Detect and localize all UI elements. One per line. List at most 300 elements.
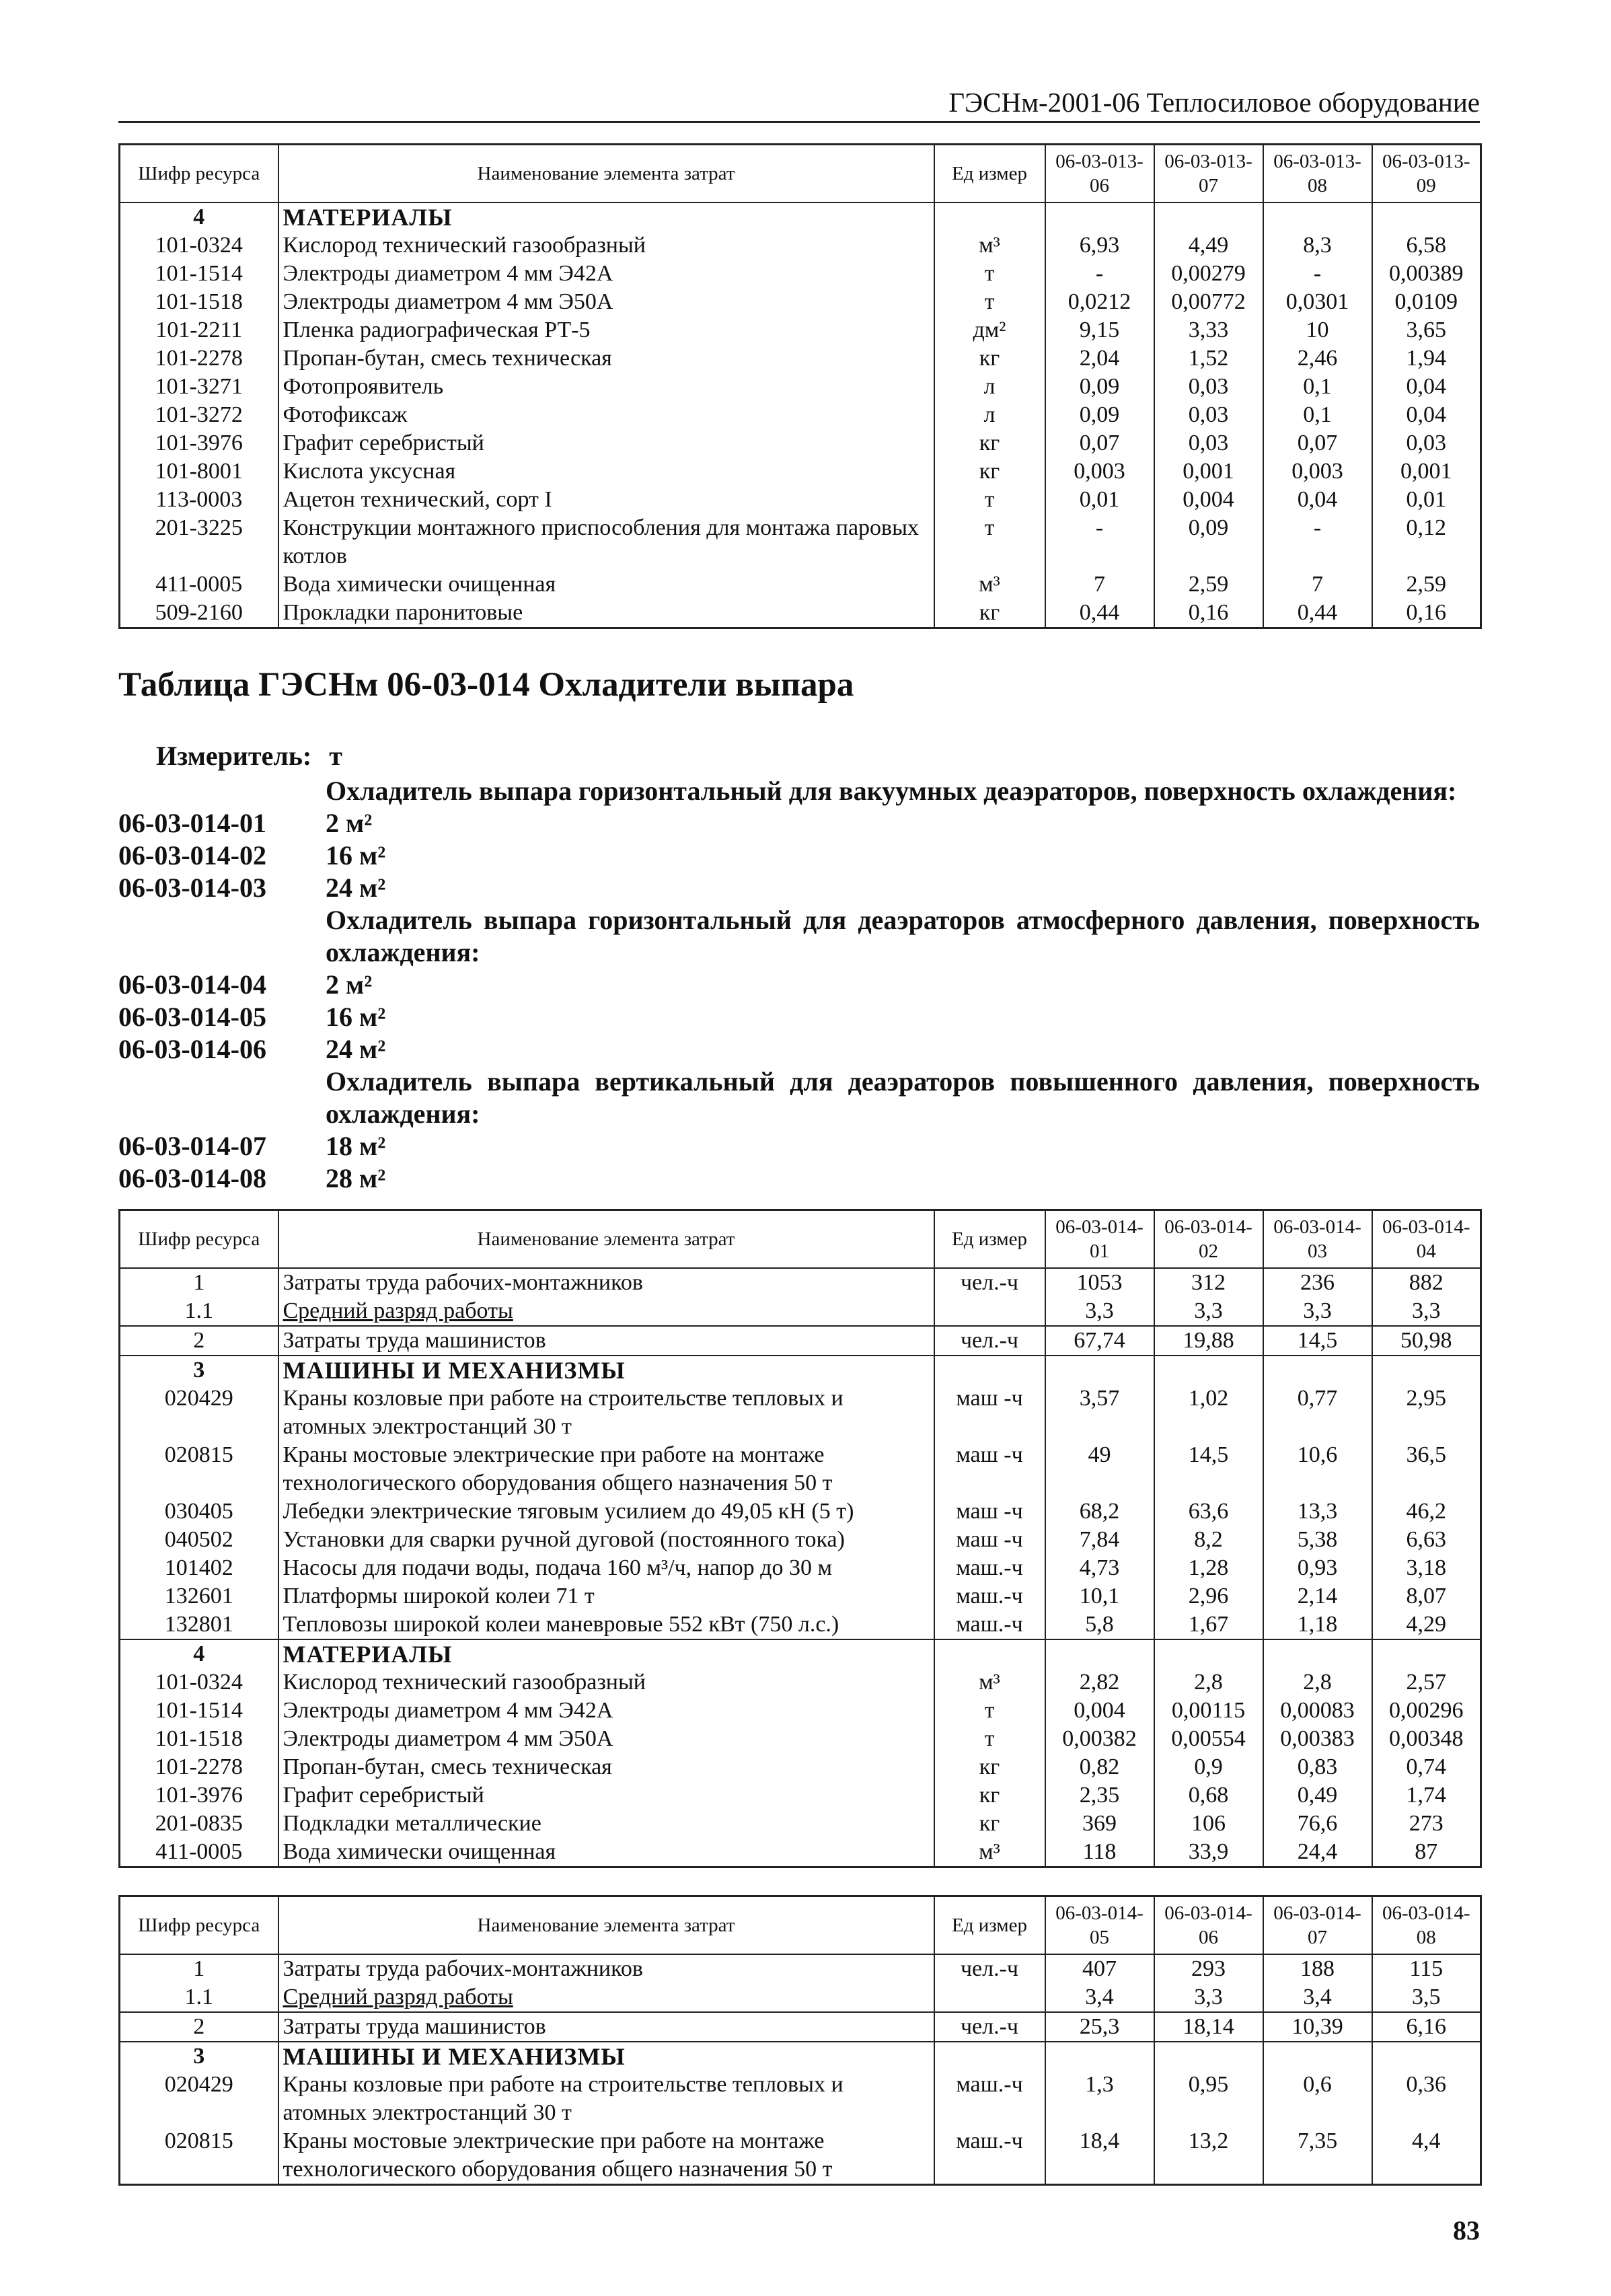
resource-name: Тепловозы широкой колеи маневровые 552 кВт (750 л.с.) bbox=[278, 1610, 934, 1639]
norm-value: 3,18 bbox=[1372, 1554, 1481, 1582]
norm-value: 1,74 bbox=[1372, 1781, 1481, 1810]
resource-code: 020429 bbox=[120, 2071, 278, 2127]
running-header bbox=[118, 86, 1480, 123]
resource-code: 040502 bbox=[120, 1526, 278, 1554]
resource-code: 101-3271 bbox=[120, 373, 278, 401]
norm-value: - bbox=[1045, 514, 1154, 570]
resource-row bbox=[120, 231, 1481, 260]
resource-code: 101-2211 bbox=[120, 316, 278, 344]
resource-unit: маш -ч bbox=[934, 1526, 1045, 1554]
norm-value: 882 bbox=[1372, 1268, 1481, 1297]
resource-name: Пропан-бутан, смесь техническая bbox=[278, 344, 934, 373]
resource-row bbox=[120, 1781, 1481, 1810]
norm-value: 4,73 bbox=[1045, 1554, 1154, 1582]
resource-name: Электроды диаметром 4 мм Э42А bbox=[278, 260, 934, 288]
norm-value: 0,44 bbox=[1045, 599, 1154, 628]
resource-table-014-b bbox=[118, 1895, 1482, 2186]
norm-value: 68,2 bbox=[1045, 1497, 1154, 1526]
resource-unit: кг bbox=[934, 1753, 1045, 1781]
resource-name: Краны мостовые электрические при работе на монтаже технологического оборудования общего назначения 50 т bbox=[278, 1441, 934, 1497]
resource-code: 113-0003 bbox=[120, 486, 278, 514]
resource-name: Вода химически очищенная bbox=[278, 1838, 934, 1867]
resource-unit bbox=[934, 1356, 1045, 1384]
variant-item bbox=[118, 1162, 385, 1195]
variant-code: 06-03-014-05 bbox=[118, 1002, 266, 1032]
resource-unit: т bbox=[934, 1725, 1045, 1753]
resource-table-013 bbox=[118, 143, 1482, 629]
resource-code: 132601 bbox=[120, 1582, 278, 1610]
resource-unit: чел.-ч bbox=[934, 1954, 1045, 1983]
norm-value: 236 bbox=[1263, 1268, 1372, 1297]
norm-value: 1,67 bbox=[1154, 1610, 1263, 1639]
col-header-norm: 06-03-013-08 bbox=[1263, 145, 1372, 203]
norm-value: 3,33 bbox=[1154, 316, 1263, 344]
resource-name bbox=[278, 1983, 934, 2012]
resource-row bbox=[120, 1268, 1481, 1297]
norm-value: 0,09 bbox=[1154, 514, 1263, 570]
norm-value: 2,46 bbox=[1263, 344, 1372, 373]
col-header-norm: 06-03-013-07 bbox=[1154, 145, 1263, 203]
norm-value: 3,5 bbox=[1372, 1983, 1481, 2012]
norm-value: 0,1 bbox=[1263, 401, 1372, 429]
variant-group-description: Охладитель выпара вертикальный для деаэраторов повышенного давления, поверхность охлаждения: bbox=[326, 1066, 1480, 1129]
norm-value bbox=[1154, 2042, 1263, 2071]
resource-code: 020429 bbox=[120, 1384, 278, 1441]
resource-name: МАШИНЫ И МЕХАНИЗМЫ bbox=[278, 1356, 934, 1384]
norm-value: 3,3 bbox=[1263, 1297, 1372, 1326]
resource-row bbox=[120, 1554, 1481, 1582]
norm-value: 33,9 bbox=[1154, 1838, 1263, 1867]
resource-row bbox=[120, 1326, 1481, 1356]
resource-code: 411-0005 bbox=[120, 1838, 278, 1867]
norm-value: 0,04 bbox=[1372, 373, 1481, 401]
col-header-name: Наименование элемента затрат bbox=[278, 145, 934, 203]
norm-value: 7 bbox=[1045, 570, 1154, 599]
variant-item bbox=[118, 807, 372, 840]
norm-value: 0,00115 bbox=[1154, 1697, 1263, 1725]
resource-name: Насосы для подачи воды, подача 160 м³/ч, напор до 30 м bbox=[278, 1554, 934, 1582]
resource-unit: маш -ч bbox=[934, 1384, 1045, 1441]
section-row bbox=[120, 2042, 1481, 2071]
norm-value: 2,57 bbox=[1372, 1668, 1481, 1697]
resource-unit: л bbox=[934, 401, 1045, 429]
norm-value: 0,00382 bbox=[1045, 1725, 1154, 1753]
col-header-norm: 06-03-014-04 bbox=[1372, 1210, 1481, 1269]
norm-value bbox=[1154, 1356, 1263, 1384]
resource-code: 1.1 bbox=[120, 1297, 278, 1326]
norm-value: 8,07 bbox=[1372, 1582, 1481, 1610]
resource-unit: маш.-ч bbox=[934, 2127, 1045, 2185]
norm-value: 76,6 bbox=[1263, 1810, 1372, 1838]
norm-value: 10,1 bbox=[1045, 1582, 1154, 1610]
norm-value: 24,4 bbox=[1263, 1838, 1372, 1867]
resource-row bbox=[120, 1610, 1481, 1639]
resource-name: Затраты труда рабочих-монтажников bbox=[278, 1268, 934, 1297]
norm-value: 10,39 bbox=[1263, 2012, 1372, 2042]
resource-row bbox=[120, 1753, 1481, 1781]
resource-code: 101-2278 bbox=[120, 1753, 278, 1781]
resource-code: 101-8001 bbox=[120, 457, 278, 486]
norm-value: 10 bbox=[1263, 316, 1372, 344]
norm-value bbox=[1372, 202, 1481, 231]
col-header-norm: 06-03-014-02 bbox=[1154, 1210, 1263, 1269]
resource-name: Электроды диаметром 4 мм Э42А bbox=[278, 1697, 934, 1725]
resource-row bbox=[120, 2071, 1481, 2127]
resource-name: Установки для сварки ручной дуговой (постоянного тока) bbox=[278, 1526, 934, 1554]
variant-code: 06-03-014-01 bbox=[118, 808, 266, 838]
resource-name: Графит серебристый bbox=[278, 1781, 934, 1810]
norm-value: 13,2 bbox=[1154, 2127, 1263, 2185]
norm-value: 67,74 bbox=[1045, 1326, 1154, 1356]
norm-value: 188 bbox=[1263, 1954, 1372, 1983]
variant-item bbox=[118, 1001, 385, 1033]
resource-unit bbox=[934, 1983, 1045, 2012]
norm-value: 312 bbox=[1154, 1268, 1263, 1297]
norm-value: 3,57 bbox=[1045, 1384, 1154, 1441]
resource-row bbox=[120, 1668, 1481, 1697]
resource-name: Кислота уксусная bbox=[278, 457, 934, 486]
resource-unit bbox=[934, 1639, 1045, 1668]
col-header-name: Наименование элемента затрат bbox=[278, 1896, 934, 1955]
resource-unit: маш.-ч bbox=[934, 1554, 1045, 1582]
resource-name: Краны козловые при работе на строительстве тепловых и атомных электростанций 30 т bbox=[278, 1384, 934, 1441]
norm-value: 14,5 bbox=[1263, 1326, 1372, 1356]
norm-value: 0,03 bbox=[1154, 429, 1263, 457]
resource-unit bbox=[934, 2042, 1045, 2071]
resource-code: 101-0324 bbox=[120, 231, 278, 260]
norm-value: 0,0301 bbox=[1263, 288, 1372, 316]
norm-value: 50,98 bbox=[1372, 1326, 1481, 1356]
resource-row bbox=[120, 1697, 1481, 1725]
resource-unit: маш -ч bbox=[934, 1441, 1045, 1497]
norm-value: 106 bbox=[1154, 1810, 1263, 1838]
norm-value: 3,65 bbox=[1372, 316, 1481, 344]
norm-value: 3,4 bbox=[1045, 1983, 1154, 2012]
norm-value: 273 bbox=[1372, 1810, 1481, 1838]
norm-value: 3,3 bbox=[1372, 1297, 1481, 1326]
norm-value: 0,001 bbox=[1372, 457, 1481, 486]
resource-code: 101-1514 bbox=[120, 1697, 278, 1725]
resource-unit bbox=[934, 1297, 1045, 1326]
resource-unit: маш.-ч bbox=[934, 1582, 1045, 1610]
norm-value: 0,04 bbox=[1263, 486, 1372, 514]
norm-value: 0,01 bbox=[1045, 486, 1154, 514]
page-number: 83 bbox=[1453, 2215, 1480, 2246]
variant-item bbox=[118, 1033, 385, 1066]
norm-value: 0,44 bbox=[1263, 599, 1372, 628]
norm-value: 9,15 bbox=[1045, 316, 1154, 344]
resource-row bbox=[120, 1725, 1481, 1753]
resource-code: 201-0835 bbox=[120, 1810, 278, 1838]
norm-value: 63,6 bbox=[1154, 1497, 1263, 1526]
variant-item bbox=[118, 872, 385, 904]
norm-value: 0,003 bbox=[1263, 457, 1372, 486]
variant-item bbox=[118, 1130, 385, 1162]
resource-row bbox=[120, 1838, 1481, 1867]
norm-value bbox=[1154, 202, 1263, 231]
norm-value: 5,8 bbox=[1045, 1610, 1154, 1639]
norm-value: 8,2 bbox=[1154, 1526, 1263, 1554]
norm-value: 49 bbox=[1045, 1441, 1154, 1497]
norm-value: 0,74 bbox=[1372, 1753, 1481, 1781]
resource-unit: кг bbox=[934, 457, 1045, 486]
col-header-unit: Ед измер bbox=[934, 145, 1045, 203]
resource-unit: дм² bbox=[934, 316, 1045, 344]
resource-name: Электроды диаметром 4 мм Э50А bbox=[278, 288, 934, 316]
col-header-unit: Ед измер bbox=[934, 1210, 1045, 1269]
norm-value: 1,18 bbox=[1263, 1610, 1372, 1639]
resource-code: 101-3976 bbox=[120, 1781, 278, 1810]
resource-code: 4 bbox=[120, 202, 278, 231]
resource-name: Затраты труда машинистов bbox=[278, 1326, 934, 1356]
norm-value: 2,82 bbox=[1045, 1668, 1154, 1697]
resource-code: 1 bbox=[120, 1268, 278, 1297]
resource-row bbox=[120, 1441, 1481, 1497]
resource-row bbox=[120, 344, 1481, 373]
norm-value: 0,01 bbox=[1372, 486, 1481, 514]
resource-name: Краны козловые при работе на строительстве тепловых и атомных электростанций 30 т bbox=[278, 2071, 934, 2127]
norm-value: 0,00279 bbox=[1154, 260, 1263, 288]
resource-row bbox=[120, 599, 1481, 628]
resource-unit: т bbox=[934, 1697, 1045, 1725]
norm-value: 2,59 bbox=[1372, 570, 1481, 599]
col-header-norm: 06-03-013-09 bbox=[1372, 145, 1481, 203]
resource-code: 020815 bbox=[120, 1441, 278, 1497]
norm-value: 6,93 bbox=[1045, 231, 1154, 260]
running-title: ГЭСНм-2001-06 Теплосиловое оборудование bbox=[948, 87, 1480, 118]
norm-value: 6,63 bbox=[1372, 1526, 1481, 1554]
resource-name: Прокладки паронитовые bbox=[278, 599, 934, 628]
norm-value: 0,12 bbox=[1372, 514, 1481, 570]
norm-value: 0,6 bbox=[1263, 2071, 1372, 2127]
norm-value bbox=[1372, 2042, 1481, 2071]
resource-name bbox=[278, 1297, 934, 1326]
col-header-norm: 06-03-014-07 bbox=[1263, 1896, 1372, 1955]
resource-code: 3 bbox=[120, 2042, 278, 2071]
resource-unit: л bbox=[934, 373, 1045, 401]
norm-value: 4,29 bbox=[1372, 1610, 1481, 1639]
resource-row bbox=[120, 288, 1481, 316]
norm-value: 0,00772 bbox=[1154, 288, 1263, 316]
norm-value: 1,94 bbox=[1372, 344, 1481, 373]
resource-name: Конструкции монтажного приспособления для монтажа паровых котлов bbox=[278, 514, 934, 570]
resource-name-text: Средний разряд работы bbox=[283, 1298, 513, 1323]
norm-value: 2,35 bbox=[1045, 1781, 1154, 1810]
resource-name: Краны мостовые электрические при работе на монтаже технологического оборудования общего назначения 50 т bbox=[278, 2127, 934, 2185]
norm-value: 0,95 bbox=[1154, 2071, 1263, 2127]
norm-value: 6,16 bbox=[1372, 2012, 1481, 2042]
norm-value: 0,00383 bbox=[1263, 1725, 1372, 1753]
resource-unit: чел.-ч bbox=[934, 1268, 1045, 1297]
variant-code: 06-03-014-08 bbox=[118, 1163, 266, 1193]
norm-value bbox=[1372, 1356, 1481, 1384]
resource-code: 101-1514 bbox=[120, 260, 278, 288]
norm-value: 1053 bbox=[1045, 1268, 1154, 1297]
resource-row bbox=[120, 1297, 1481, 1326]
resource-name: Лебедки электрические тяговым усилием до 49,05 кН (5 т) bbox=[278, 1497, 934, 1526]
resource-name-text: Средний разряд работы bbox=[283, 1985, 513, 2009]
resource-unit: т bbox=[934, 288, 1045, 316]
section-row bbox=[120, 202, 1481, 231]
resource-code: 201-3225 bbox=[120, 514, 278, 570]
meter bbox=[156, 740, 342, 772]
norm-value: 3,3 bbox=[1154, 1297, 1263, 1326]
resource-name: Платформы широкой колеи 71 т bbox=[278, 1582, 934, 1610]
norm-value: 10,6 bbox=[1263, 1441, 1372, 1497]
resource-unit: чел.-ч bbox=[934, 1326, 1045, 1356]
norm-value: 36,5 bbox=[1372, 1441, 1481, 1497]
resource-row bbox=[120, 1384, 1481, 1441]
resource-row bbox=[120, 2012, 1481, 2042]
resource-row bbox=[120, 486, 1481, 514]
norm-value: 7,84 bbox=[1045, 1526, 1154, 1554]
resource-code: 1 bbox=[120, 1954, 278, 1983]
norm-value: 18,14 bbox=[1154, 2012, 1263, 2042]
norm-value: 0,001 bbox=[1154, 457, 1263, 486]
variant-value: 16 м² bbox=[326, 1002, 386, 1032]
norm-value: 8,3 bbox=[1263, 231, 1372, 260]
norm-value: 0,004 bbox=[1154, 486, 1263, 514]
col-header-norm: 06-03-014-05 bbox=[1045, 1896, 1154, 1955]
resource-code: 101-1518 bbox=[120, 1725, 278, 1753]
resource-unit: м³ bbox=[934, 1668, 1045, 1697]
resource-name: Вода химически очищенная bbox=[278, 570, 934, 599]
norm-value: 6,58 bbox=[1372, 231, 1481, 260]
norm-value: 0,07 bbox=[1045, 429, 1154, 457]
norm-value: 0,0212 bbox=[1045, 288, 1154, 316]
resource-unit bbox=[934, 202, 1045, 231]
norm-value: 1,28 bbox=[1154, 1554, 1263, 1582]
variant-code: 06-03-014-06 bbox=[118, 1034, 266, 1064]
variant-code: 06-03-014-02 bbox=[118, 840, 266, 871]
norm-value: 2,59 bbox=[1154, 570, 1263, 599]
norm-value: 0,00389 bbox=[1372, 260, 1481, 288]
norm-value: 2,04 bbox=[1045, 344, 1154, 373]
resource-code: 3 bbox=[120, 1356, 278, 1384]
norm-value: 0,00348 bbox=[1372, 1725, 1481, 1753]
norm-value: 0,83 bbox=[1263, 1753, 1372, 1781]
norm-value: 0,004 bbox=[1045, 1697, 1154, 1725]
norm-value: 2,8 bbox=[1263, 1668, 1372, 1697]
norm-value: 407 bbox=[1045, 1954, 1154, 1983]
resource-name: Затраты труда машинистов bbox=[278, 2012, 934, 2042]
norm-value: 2,14 bbox=[1263, 1582, 1372, 1610]
norm-value: 0,03 bbox=[1154, 373, 1263, 401]
norm-value bbox=[1263, 1639, 1372, 1668]
norm-value: 0,82 bbox=[1045, 1753, 1154, 1781]
col-header-norm: 06-03-014-01 bbox=[1045, 1210, 1154, 1269]
col-header-unit: Ед измер bbox=[934, 1896, 1045, 1955]
norm-value: 0,003 bbox=[1045, 457, 1154, 486]
norm-value bbox=[1372, 1639, 1481, 1668]
norm-value: 46,2 bbox=[1372, 1497, 1481, 1526]
norm-value: 0,03 bbox=[1372, 429, 1481, 457]
variant-code: 06-03-014-04 bbox=[118, 969, 266, 1000]
norm-value: 7,35 bbox=[1263, 2127, 1372, 2185]
resource-name: Пропан-бутан, смесь техническая bbox=[278, 1753, 934, 1781]
resource-unit: м³ bbox=[934, 1838, 1045, 1867]
resource-name: Подкладки металлические bbox=[278, 1810, 934, 1838]
resource-name: Электроды диаметром 4 мм Э50А bbox=[278, 1725, 934, 1753]
resource-row bbox=[120, 514, 1481, 570]
col-header-code: Шифр ресурса bbox=[120, 1896, 278, 1955]
resource-code: 101-0324 bbox=[120, 1668, 278, 1697]
resource-row bbox=[120, 1582, 1481, 1610]
resource-unit: маш.-ч bbox=[934, 1610, 1045, 1639]
variant-group-description: Охладитель выпара горизонтальный для деаэраторов атмосферного давления, поверхность охлаждения: bbox=[326, 905, 1480, 967]
resource-code: 4 bbox=[120, 1639, 278, 1668]
norm-value: 118 bbox=[1045, 1838, 1154, 1867]
resource-code: 1.1 bbox=[120, 1983, 278, 2012]
norm-value: 0,00296 bbox=[1372, 1697, 1481, 1725]
resource-name: Затраты труда рабочих-монтажников bbox=[278, 1954, 934, 1983]
resource-code: 030405 bbox=[120, 1497, 278, 1526]
norm-value: 13,3 bbox=[1263, 1497, 1372, 1526]
norm-value: 0,00083 bbox=[1263, 1697, 1372, 1725]
variant-value: 24 м² bbox=[326, 873, 386, 903]
norm-value: 0,09 bbox=[1045, 401, 1154, 429]
norm-value bbox=[1263, 1356, 1372, 1384]
resource-unit: м³ bbox=[934, 231, 1045, 260]
col-header-norm: 06-03-014-03 bbox=[1263, 1210, 1372, 1269]
norm-value: 293 bbox=[1154, 1954, 1263, 1983]
norm-value: 25,3 bbox=[1045, 2012, 1154, 2042]
norm-value: 3,3 bbox=[1154, 1983, 1263, 2012]
norm-value: 5,38 bbox=[1263, 1526, 1372, 1554]
variant-value: 16 м² bbox=[326, 840, 386, 871]
norm-value: 1,52 bbox=[1154, 344, 1263, 373]
norm-value: 0,03 bbox=[1154, 401, 1263, 429]
col-header-norm: 06-03-014-06 bbox=[1154, 1896, 1263, 1955]
resource-code: 101-1518 bbox=[120, 288, 278, 316]
variant-value: 2 м² bbox=[326, 969, 373, 1000]
norm-value: 4,4 bbox=[1372, 2127, 1481, 2185]
resource-code: 101-3976 bbox=[120, 429, 278, 457]
variant-value: 18 м² bbox=[326, 1131, 386, 1161]
resource-name: Кислород технический газообразный bbox=[278, 1668, 934, 1697]
variant-item bbox=[118, 840, 385, 872]
resource-table-014-a bbox=[118, 1209, 1482, 1868]
norm-value: 3,4 bbox=[1263, 1983, 1372, 2012]
norm-value bbox=[1045, 2042, 1154, 2071]
norm-value bbox=[1263, 202, 1372, 231]
resource-unit: т bbox=[934, 260, 1045, 288]
norm-value: 19,88 bbox=[1154, 1326, 1263, 1356]
resource-code: 101-2278 bbox=[120, 344, 278, 373]
norm-value: 3,3 bbox=[1045, 1297, 1154, 1326]
resource-row bbox=[120, 2127, 1481, 2185]
norm-value bbox=[1263, 2042, 1372, 2071]
table-title: Таблица ГЭСНм 06-03-014 Охладители выпара bbox=[118, 666, 854, 704]
norm-value: 18,4 bbox=[1045, 2127, 1154, 2185]
resource-code: 101402 bbox=[120, 1554, 278, 1582]
norm-value: 0,00554 bbox=[1154, 1725, 1263, 1753]
norm-value: 0,09 bbox=[1045, 373, 1154, 401]
resource-name: МАТЕРИАЛЫ bbox=[278, 202, 934, 231]
norm-value: 2,8 bbox=[1154, 1668, 1263, 1697]
norm-value: 14,5 bbox=[1154, 1441, 1263, 1497]
resource-name: Графит серебристый bbox=[278, 429, 934, 457]
norm-value: - bbox=[1263, 260, 1372, 288]
norm-value: 2,95 bbox=[1372, 1384, 1481, 1441]
norm-value: 7 bbox=[1263, 570, 1372, 599]
resource-name: Ацетон технический, сорт I bbox=[278, 486, 934, 514]
norm-value: - bbox=[1263, 514, 1372, 570]
section-row bbox=[120, 1356, 1481, 1384]
resource-name: Фотофиксаж bbox=[278, 401, 934, 429]
resource-row bbox=[120, 1983, 1481, 2012]
norm-value: 0,36 bbox=[1372, 2071, 1481, 2127]
